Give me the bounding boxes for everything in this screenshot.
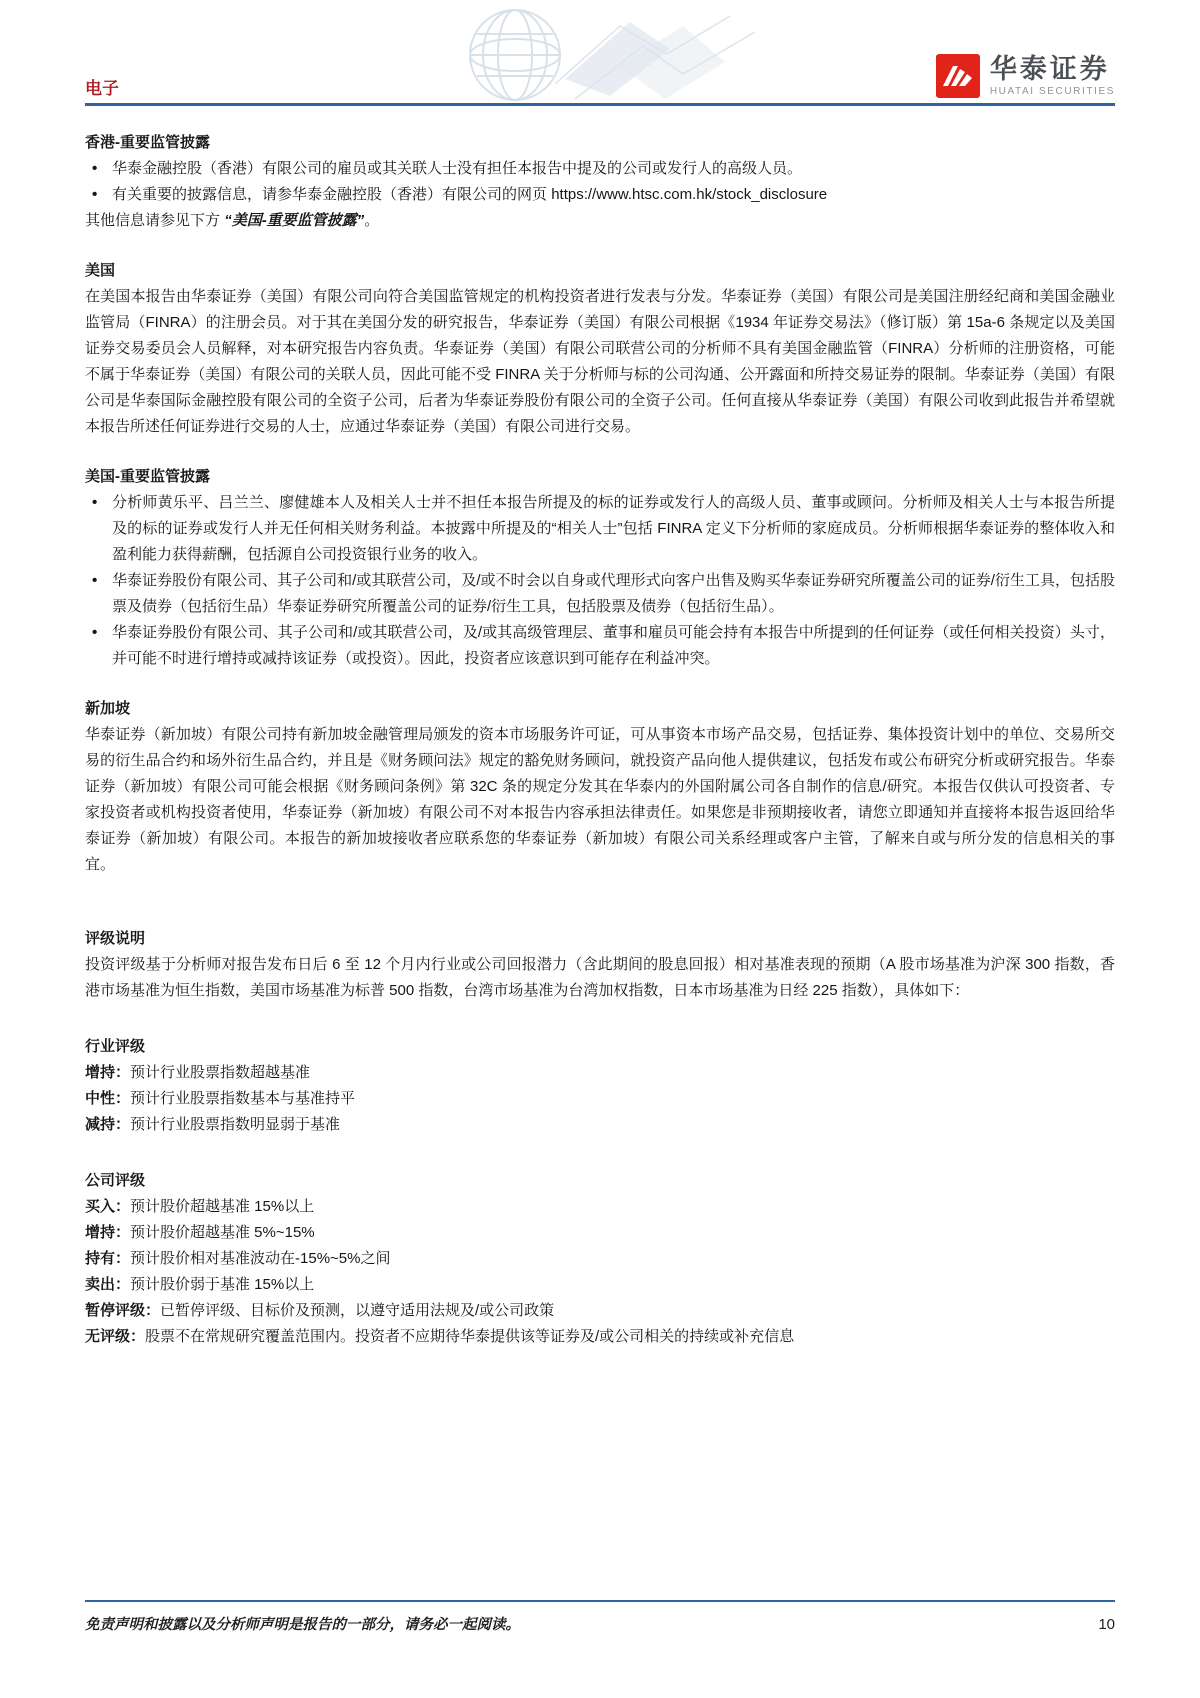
footer-disclaimer: 免责声明和披露以及分析师声明是报告的一部分，请务必一起阅读。 [85, 1617, 520, 1633]
industry-rating-row [85, 1112, 1115, 1138]
hk-bullet-2 [85, 182, 1115, 208]
brand-text [990, 54, 1115, 97]
rating-term: 买入： [85, 1198, 131, 1215]
us-disclosure-bullet-1: • 分析师黄乐平、吕兰兰、廖健雄本人及相关人士并不担任本报告所提及的标的证券或发行人的高级人员、董事或顾问。分析师及相关人士与本报告所提及的标的证券或发行人并无任何相关财务利益。本披露中所提及的“相关人士”包括 FINRA 定义下分析师的家庭成员。分析师根据华泰证券的整体收入和盈利能力获得薪酬，包括源自公司投资银行业务的收入。 [85, 490, 1115, 568]
section-heading-sg: 新加坡 [85, 700, 131, 717]
section-sg [85, 696, 1115, 878]
section-us [85, 258, 1115, 440]
company-rating-row [85, 1194, 1115, 1220]
section-heading-us: 美国 [85, 262, 116, 279]
company-rating-row [85, 1272, 1115, 1298]
rating-term: 暂停评级： [85, 1302, 161, 1319]
rating-term: 卖出： [85, 1276, 131, 1293]
hk-bullet-1: • 华泰金融控股（香港）有限公司的雇员或其关联人士没有担任本报告中提及的公司或发行人的高级人员。 [85, 156, 1115, 182]
hk-bullet-2-text: 有关重要的披露信息，请参华泰金融控股（香港）有限公司的网页 [112, 186, 548, 203]
stock-disclosure-link[interactable]: https://www.htsc.com.hk/stock_disclosure [551, 186, 828, 203]
rating-term: 减持： [85, 1116, 131, 1133]
section-heading-hk: 香港-重要监管披露 [85, 134, 210, 151]
sg-paragraph: 华泰证券（新加坡）有限公司持有新加坡金融管理局颁发的资本市场服务许可证，可从事资本市场产品交易，包括证券、集体投资计划中的单位、交易所交易的衍生品合约和场外衍生品合约，并且是《财务顾问法》规定的豁免财务顾问，就投资产品向他人提供建议，包括发布或公布研究分析或研究报告。华泰证券（新加坡）有限公司可能会根据《财务顾问条例》第 32C 条的规定分发其在华泰内的外国附属公司各自制作的信息/研究。本报告仅供认可投资者、专家投资者或机构投资者使用，华泰证券（新加坡）有限公司不对本报告内容承担法律责任。如果您是非预期接收者，请您立即通知并直接将本报告返回给华泰证券（新加坡）有限公司。本报告的新加坡接收者应联系您的华泰证券（新加坡）有限公司关系经理或客户主管，了解来自或与所分发的信息相关的事宜。 [85, 726, 1115, 873]
industry-rating-row [85, 1086, 1115, 1112]
rating-term: 增持： [85, 1064, 131, 1081]
rating-term: 无评级： [85, 1328, 146, 1345]
rating-desc: 预计行业股票指数超越基准 [130, 1064, 311, 1081]
hk-bullet-list [85, 156, 1115, 208]
section-heading-industry-rating: 行业评级 [85, 1038, 146, 1055]
rating-desc: 预计股价相对基准波动在-15%~5%之间 [130, 1250, 391, 1267]
section-heading-company-rating: 公司评级 [85, 1172, 146, 1189]
company-rating-row [85, 1324, 1115, 1350]
page-footer [85, 1600, 1115, 1634]
page-number: 10 [1098, 1616, 1115, 1633]
company-rating-row [85, 1298, 1115, 1324]
rating-desc: 预计股价弱于基准 15%以上 [130, 1276, 315, 1293]
rating-desc: 已暂停评级、目标价及预测，以遵守适用法规及/或公司政策 [160, 1302, 555, 1319]
us-paragraph: 在美国本报告由华泰证券（美国）有限公司向符合美国监管规定的机构投资者进行发表与分发。华泰证券（美国）有限公司是美国注册经纪商和美国金融业监管局（FINRA）的注册会员。对于其在美国分发的研究报告，华泰证券（美国）有限公司根据《1934 年证券交易法》（修订版）第 15a-6 条规定以及美国证券交易委员会人员解释，对本研究报告内容负责。华泰证券（美国）有限公司联营公司的分析师不具有美国金融监管（FINRA）分析师的注册资格，可能不属于华泰证券（美国）有限公司的关联人员，因此可能不受 FINRA 关于分析师与标的公司沟通、公开露面和所持交易证券的限制。华泰证券（美国）有限公司是华泰国际金融控股有限公司的全资子公司，后者为华泰证券股份有限公司的全资子公司。任何直接从华泰证券（美国）有限公司收到此报告并希望就本报告所述任何证券进行交易的人士，应通过华泰证券（美国）有限公司进行交易。 [85, 288, 1115, 435]
hk-note-suffix: 。 [364, 212, 380, 229]
rating-desc: 股票不在常规研究覆盖范围内。投资者不应期待华泰提供该等证券及/或公司相关的持续或补充信息 [145, 1328, 795, 1345]
report-category-label: 电子 [85, 79, 119, 98]
section-rating-note [85, 926, 1115, 1004]
huatai-logo-icon [936, 54, 980, 98]
industry-rating-row [85, 1060, 1115, 1086]
rating-desc: 预计行业股票指数明显弱于基准 [130, 1116, 341, 1133]
brand-name: 华泰证券 [989, 54, 1110, 84]
section-heading-us-disclosure: 美国-重要监管披露 [85, 468, 210, 485]
section-company-rating [85, 1168, 1115, 1350]
rating-term: 持有： [85, 1250, 131, 1267]
brand-subtitle: HUATAI SECURITIES [989, 86, 1115, 97]
globe-watermark-graphic [415, 4, 765, 106]
section-hk-disclosure [85, 130, 1115, 234]
hk-note-reference: “美国-重要监管披露” [224, 212, 365, 229]
company-rating-row [85, 1220, 1115, 1246]
us-disclosure-bullet-list [85, 490, 1115, 672]
us-disclosure-bullet-2: • 华泰证券股份有限公司、其子公司和/或其联营公司，及/或不时会以自身或代理形式向客户出售及购买华泰证券研究所覆盖公司的证券/衍生工具，包括股票及债券（包括衍生品）华泰证券研究所覆盖公司的证券/衍生工具，包括股票及债券（包括衍生品）。 [85, 568, 1115, 620]
section-heading-rating-note: 评级说明 [85, 930, 146, 947]
section-us-disclosure [85, 464, 1115, 672]
rating-desc: 预计股价超越基准 15%以上 [130, 1198, 315, 1215]
hk-note-prefix: 其他信息请参见下方 [85, 212, 221, 229]
brand-logo [936, 54, 1115, 98]
header-divider [85, 103, 1115, 106]
rating-desc: 预计股价超越基准 5%~15% [130, 1224, 315, 1241]
us-disclosure-bullet-3: • 华泰证券股份有限公司、其子公司和/或其联营公司，及/或其高级管理层、董事和雇员可能会持有本报告中所提到的任何证券（或任何相关投资）头寸，并可能不时进行增持或减持该证券（或投资）。因此，投资者应该意识到可能存在利益冲突。 [85, 620, 1115, 672]
section-industry-rating [85, 1034, 1115, 1138]
rating-term: 增持： [85, 1224, 131, 1241]
rating-desc: 预计行业股票指数基本与基准持平 [130, 1090, 356, 1107]
hk-note [85, 208, 1115, 234]
company-rating-row [85, 1246, 1115, 1272]
disclosure-content [85, 130, 1115, 1350]
rating-term: 中性： [85, 1090, 131, 1107]
rating-note-paragraph: 投资评级基于分析师对报告发布日后 6 至 12 个月内行业或公司回报潜力（含此期间的股息回报）相对基准表现的预期（A 股市场基准为沪深 300 指数，香港市场基准为恒生指数，美国市场基准为标普 500 指数，台湾市场基准为台湾加权指数，日本市场基准为日经 225 指数），具体如下： [85, 956, 1115, 999]
